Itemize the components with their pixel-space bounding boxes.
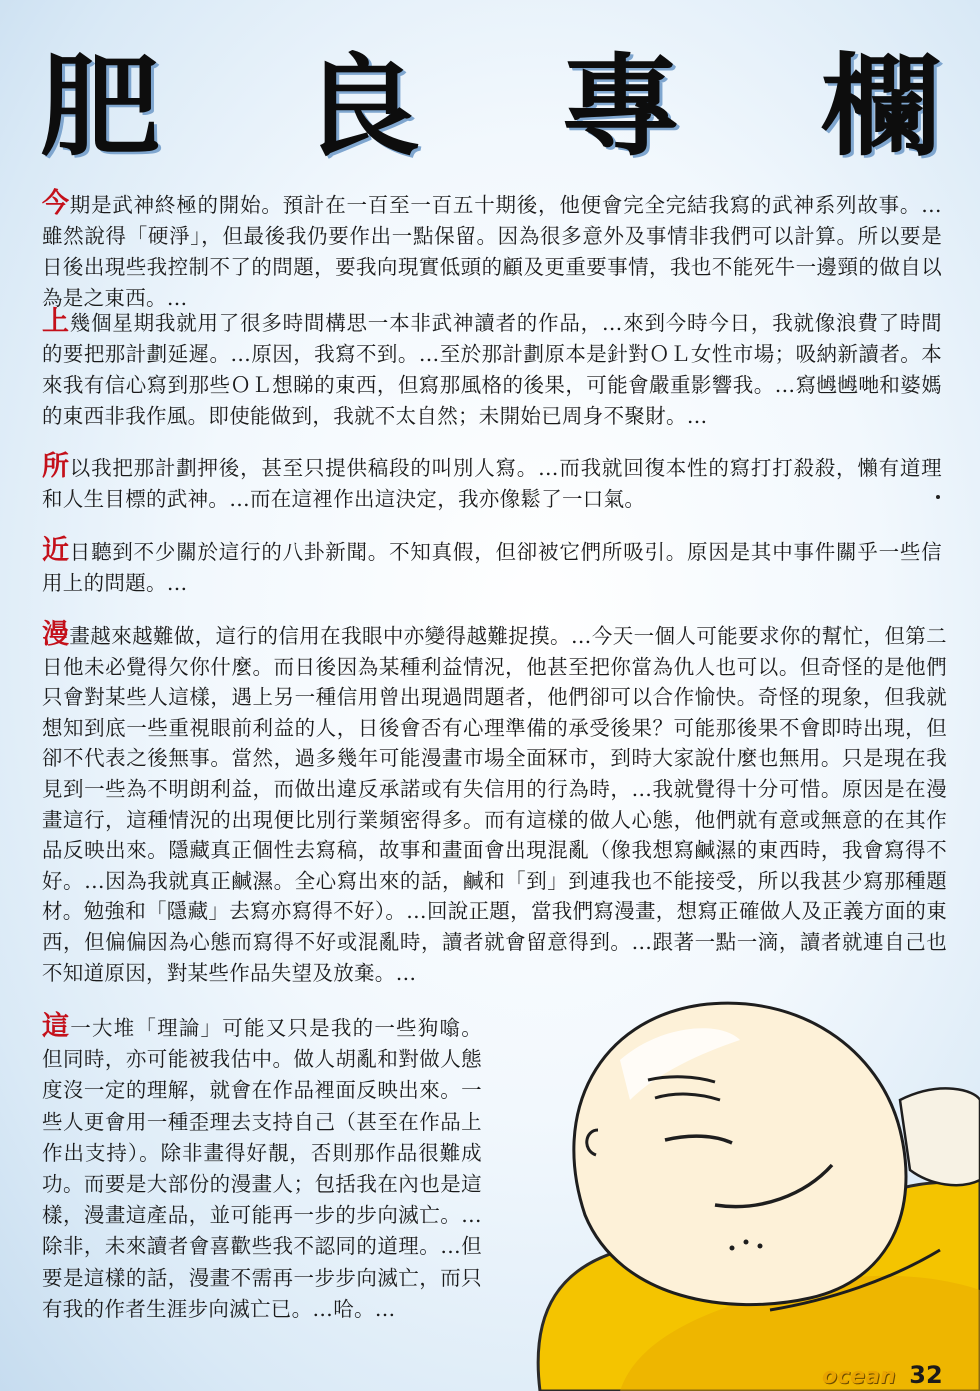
- paragraph-text: 畫越來越難做，這行的信用在我眼中亦變得越難捉摸。…今天一個人可能要求你的幫忙，但第二日他未必覺得欠你什麼。而日後因為某種利益情況，他甚至把你當為仇人也可以。但奇怪的是他們只會對某些人這樣，遇上另一種信用曾出現過問題者，他們卻可以合作愉快。奇怪的現象，但我就想知到底一些重視眼前利益的人，日後會否有心理準備的承受後果？可能那後果不會即時出現，但卻不代表之後無事。當然，過多幾年可能漫畫市場全面冧市，到時大家說什麼也無用。只是現在我見到一些為不明朗利益，而做出違反承諾或有失信用的行為時，…我就覺得十分可惜。原因是在漫畫這行，這種情況的出現便比別行業頻密得多。而有這樣的做人心態，他們就有意或無意的在其作品反映出來。隱藏真正個性去寫稿，故事和畫面會出現混亂（像我想寫鹹濕的東西時，我會寫得不好。…因為我就真正鹹濕。全心寫出來的話，鹹和「到」到連我也不能接受，所以我甚少寫那種題材。勉強和「隱藏」去寫亦寫得不好）。…回說正題，當我們寫漫畫，想寫正確做人及正義方面的東西，但偏偏因為心態而寫得不好或混亂時，讀者就會留意得到。…跟著一點一滴，讀者就連自己也不知道原因，對某些作品失望及放棄。…: [42, 624, 947, 985]
- paragraph-2: [42, 306, 942, 432]
- paragraph-4: [42, 535, 942, 599]
- title-char-3: 專: [560, 43, 685, 172]
- background-pillow: [900, 1088, 980, 1185]
- paragraph-text: 一大堆「理論」可能又只是我的一些狗噏。但同時，亦可能被我估中。做人胡亂和對做人態度沒一定的理解，就會在作品裡面反映出來。一些人更會用一種歪理去支持自己（甚至在作品上作出支持）。除非畫得好靚，否則那作品很難成功。而要是大部份的漫畫人；包括我在內也是這樣，漫畫這產品，並可能再一步的步向滅亡。…除非，未來讀者會喜歡些我不認同的道理。…但要是這樣的話，漫畫不需再一步步向滅亡，而只有我的作者生涯步向滅亡已。…哈。…: [42, 1016, 482, 1321]
- paragraph-3: [42, 451, 942, 515]
- dimple-dot-1: [730, 1246, 735, 1251]
- dimple-dot-2: [744, 1240, 749, 1245]
- page-number: 32: [909, 1361, 943, 1389]
- paragraph-1: [42, 188, 942, 314]
- lead-char: 漫: [42, 619, 70, 650]
- title-char-4: 欄: [820, 43, 945, 172]
- paragraph-5: [42, 620, 947, 988]
- page-title: [40, 43, 945, 172]
- dimple-dot-3: [758, 1244, 763, 1249]
- paragraph-text: 以我把那計劃押後，甚至只提供稿段的叫別人寫。…而我就回復本性的寫打打殺殺，懶有道理和人生目標的武神。…而在這裡作出這決定，我亦像鬆了一口氣。: [42, 456, 942, 511]
- head: [574, 1003, 906, 1304]
- page-footer: [822, 1361, 943, 1389]
- lead-char: 今: [42, 188, 70, 219]
- paragraph-text: 期是武神終極的開始。預計在一百至一百五十期後，他便會完全完結我寫的武神系列故事。…雖然說得「硬淨」，但最後我仍要作出一點保留。因為很多意外及事情非我們可以計算。所以要是日後出現些我控制不了的問題，要我向現實低頭的顧及更重要事情，我也不能死牛一邊頸的做自以為是之東西。…: [42, 193, 942, 310]
- title-char-1: 肥: [40, 43, 164, 172]
- paragraph-text: 日聽到不少關於這行的八卦新聞。不知真假，但卻被它們所吸引。原因是其中事件關乎一些信用上的問題。…: [42, 540, 942, 595]
- lead-char: 近: [42, 535, 70, 566]
- lead-char: 上: [42, 306, 70, 337]
- author-caricature-illustration: [470, 980, 980, 1391]
- paragraph-6: [42, 1011, 482, 1325]
- stray-dot: [936, 495, 940, 499]
- magazine-brand: ocean: [822, 1364, 896, 1389]
- paragraph-text: 幾個星期我就用了很多時間構思一本非武神讀者的作品，…來到今時今日，我就像浪費了時間的要把那計劃延遲。…原因，我寫不到。…至於那計劃原本是針對ＯＬ女性市場；吸納新讀者。本來我有信心寫到那些ＯＬ想睇的東西，但寫那風格的後果，可能會嚴重影響我。…寫乸乸哋和婆媽的東西非我作風。即使能做到，我就不太自然；未開始已周身不聚財。…: [42, 311, 942, 428]
- lead-char: 這: [42, 1011, 71, 1042]
- lead-char: 所: [42, 451, 70, 482]
- title-char-2: 良: [300, 43, 425, 172]
